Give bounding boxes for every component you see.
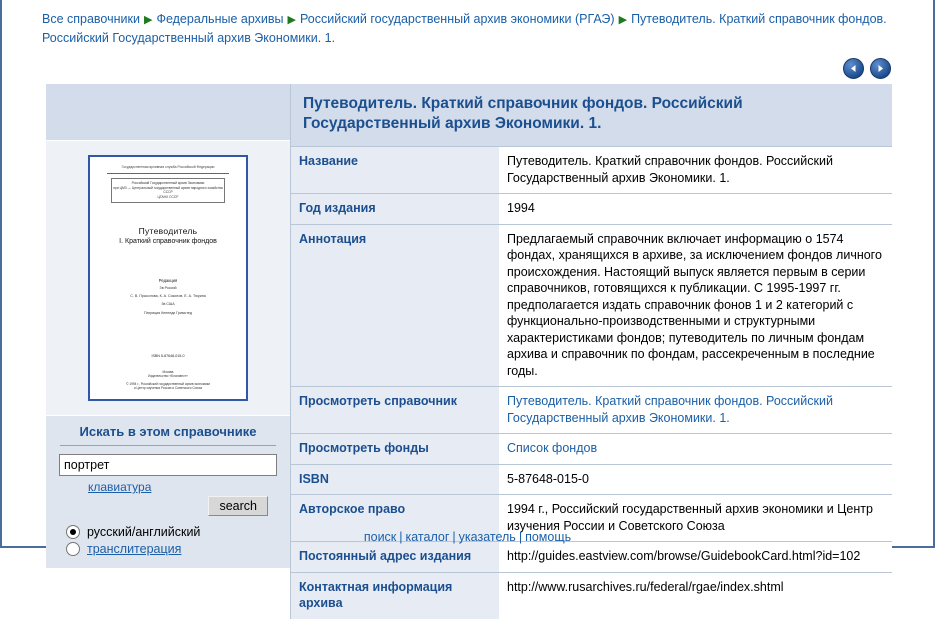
search-option-label-0: русский/английский [87,525,201,539]
record-title-block [291,84,892,146]
detail-value-5: 5-87648-015-0 [499,464,892,495]
search-option-label-1[interactable]: транслитерация [87,542,182,556]
cover-editors-label: Редакция [158,277,178,283]
cover-editors-4: Патриция Кеннеди Гримстед [144,310,192,315]
table-row [291,387,892,434]
cover-publisher: Издательство «Благовест» [148,374,188,379]
detail-label-2: Аннотация [291,224,499,387]
breadcrumb [2,0,933,49]
cover-editors-3: Зв США [161,302,175,307]
keyboard-row [56,480,280,494]
cover-editors-1: Зв Россий [159,285,177,290]
detail-value-8: http://www.rusarchives.ru/federal/rgae/index.shtml [499,572,892,619]
book-cover-image [88,155,248,401]
detail-label-7: Постоянный адрес издания [291,542,499,573]
cover-divider [107,173,229,174]
detail-label-8: Контактная информация архива [291,572,499,619]
detail-value-4[interactable] [499,434,892,465]
cover-copyright-2: и Центр изучения России и Советского Союза [133,386,203,391]
table-row [291,194,892,225]
page-title: Путеводитель. Краткий справочник фондов. Российский Государственный архив Экономики. 1. [303,95,743,132]
detail-value-3[interactable] [499,387,892,434]
view-fonds-link[interactable]: Список фондов [507,441,598,455]
footer-separator-2: | [518,530,523,544]
table-row [291,147,892,194]
cover-line-top: Государственная архивная служба Российской Федерации [121,165,215,169]
search-button-row [56,496,280,516]
pager-controls [843,58,891,79]
detail-label-1: Год издания [291,194,499,225]
footer-separator-1: | [452,530,456,544]
footer-nav [2,530,933,546]
cover-org-sub2: ЦГАНХ СССР [157,194,179,199]
table-row [291,542,892,573]
table-row [291,224,892,387]
virtual-keyboard-link[interactable]: клавиатура [88,480,152,494]
breadcrumb-item-current: Путеводитель. Краткий справочник фондов. Российский Государственный архив Экономики. 1. [42,12,887,45]
table-row [291,464,892,495]
detail-label-0: Название [291,147,499,194]
cover-editors-2: С. В. Прасолова, К. А. Соколов, Е. А. Тюрина [130,293,206,298]
breadcrumb-separator-2: ▶ [618,14,628,26]
detail-value-0: Путеводитель. Краткий справочник фондов. Российский Государственный архив Экономики. 1. [499,147,892,194]
cover-isbn: ISBN 5-87648-015-0 [151,354,185,358]
table-row [291,572,892,619]
detail-label-3: Просмотреть справочник [291,387,499,434]
footer-link-help[interactable]: помощь [525,530,572,544]
cover-title-main: Путеводитель [138,225,198,236]
breadcrumb-item-0[interactable]: Все справочники [42,12,140,26]
arrow-left-icon [849,64,858,73]
left-header-spacer [46,84,290,141]
detail-label-6: Авторское право [291,495,499,542]
cover-copyright-1: © 1994 г., Российский государственный архив экономики [126,381,210,386]
left-column [46,84,290,568]
detail-value-7: http://guides.eastview.com/browse/GuidebookCard.html?id=102 [499,542,892,573]
detail-value-1: 1994 [499,194,892,225]
arrow-right-icon [876,64,885,73]
footer-link-index[interactable]: указатель [458,530,516,544]
breadcrumb-item-1[interactable]: Федеральные архивы [156,12,284,26]
view-guidebook-link[interactable]: Путеводитель. Краткий справочник фондов. Российский Государственный архив Экономики. 1. [507,394,833,425]
cover-city: Москва [162,369,174,374]
next-page-button[interactable] [870,58,891,79]
detail-value-6: 1994 г., Российский государственный архив экономики и Центр изучения России и Советского Союза [499,495,892,542]
footer-link-catalog[interactable]: каталог [405,530,450,544]
breadcrumb-separator-0: ▶ [143,14,153,26]
detail-label-5: ISBN [291,464,499,495]
previous-page-button[interactable] [843,58,864,79]
search-panel-title: Искать в этом справочнике [60,424,276,446]
cover-org-sub: при ЦМЗ — Центральный государственный архив народного хозяйства СССР [113,185,223,195]
table-row [291,434,892,465]
search-button[interactable]: search [208,496,268,516]
breadcrumb-item-2[interactable]: Российский государственный архив экономики (РГАЭ) [299,12,615,26]
cover-title-sub: I. Краткий справочник фондов [119,237,217,245]
footer-separator-0: | [399,530,403,544]
detail-value-2: Предлагаемый справочник включает информацию о 1574 фондах, хранящихся в архиве, за исключением фондов личного происхождения. Настоящий выпуск является первым в серии справочников, готовящихся к публикации. С 1995-1997 гг. предполагается издать справочник фонов 1 и 2 категорий с функционально-производственными и структурными характеристиками фондов; путеводитель по личным фондам архива и справочник по фондам, рассекреченным в последние годы. [499,224,892,387]
breadcrumb-separator-1: ▶ [287,14,296,26]
cover-footer [96,370,240,391]
cover-area [46,141,290,415]
detail-label-4: Просмотреть фонды [291,434,499,465]
search-input[interactable] [59,454,277,476]
footer-link-search[interactable]: поиск [363,530,397,544]
cover-org: Российский Государственный архив Экономики [131,181,205,186]
